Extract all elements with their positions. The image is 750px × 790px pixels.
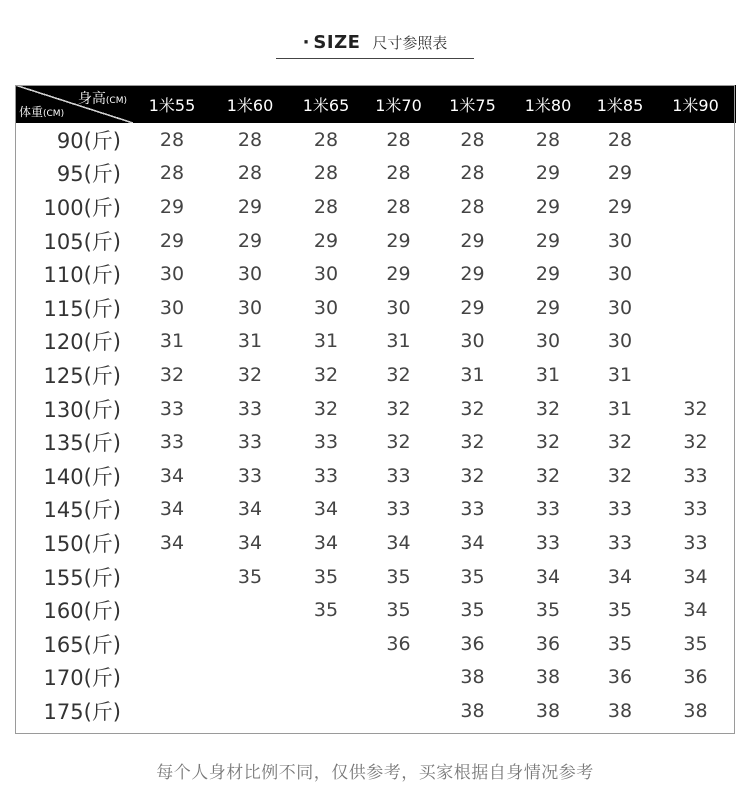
size-cell: 33 [159, 397, 185, 420]
size-cell: 32 [460, 397, 485, 420]
size-cell [655, 257, 736, 291]
size-cell: 32 [386, 363, 411, 386]
size-cell: 30 [607, 229, 633, 252]
size-cell: 31 [159, 330, 185, 353]
table-row [15, 224, 736, 258]
size-cell [655, 157, 736, 191]
size-cell: 36 [683, 666, 708, 689]
size-cell: 35 [237, 565, 263, 588]
size-cell: 29 [607, 162, 633, 185]
size-cell: 34 [535, 565, 561, 588]
size-cell: 31 [607, 397, 633, 420]
size-cell: 33 [683, 464, 708, 487]
size-cell: 28 [313, 162, 339, 185]
table-row [15, 358, 736, 392]
size-cell: 31 [535, 363, 561, 386]
size-cell: 30 [460, 330, 485, 353]
table-row [15, 291, 736, 325]
size-cell: 32 [460, 431, 485, 454]
size-cell: 38 [683, 699, 708, 722]
size-cell: 28 [386, 195, 411, 218]
size-cell [211, 593, 289, 627]
size-cell: 30 [607, 330, 633, 353]
footer-note: 每个人身材比例不同，仅供参考，买家根据自身情况参考 [156, 763, 594, 783]
size-cell: 28 [535, 128, 561, 151]
size-cell: 28 [159, 162, 185, 185]
size-cell: 34 [460, 531, 485, 554]
table-row [15, 325, 736, 359]
table-row [15, 593, 736, 627]
size-cell: 34 [607, 565, 633, 588]
size-cell: 29 [237, 229, 263, 252]
size-cell: 33 [460, 498, 485, 521]
size-cell: 33 [237, 431, 263, 454]
size-cell [211, 694, 289, 728]
table-row [15, 560, 736, 594]
corner-weight-label: 体重(CM) [19, 105, 65, 119]
size-cell: 38 [535, 666, 561, 689]
size-cell [133, 661, 211, 695]
size-cell: 30 [535, 330, 561, 353]
size-cell [133, 694, 211, 728]
size-cell: 29 [386, 263, 411, 286]
size-cell: 30 [386, 296, 411, 319]
corner-cell [15, 85, 133, 123]
size-cell [655, 291, 736, 325]
column-header: 1米70 [363, 85, 434, 123]
size-cell: 28 [386, 162, 411, 185]
size-cell: 30 [313, 296, 339, 319]
table-body [15, 123, 736, 728]
size-cell: 32 [386, 431, 411, 454]
row-weight-label: 125(斤) [43, 363, 121, 388]
size-cell: 29 [535, 229, 561, 252]
size-cell [655, 123, 736, 157]
size-cell: 28 [313, 128, 339, 151]
size-cell: 28 [460, 128, 485, 151]
table-row [15, 157, 736, 191]
row-weight-label: 150(斤) [43, 531, 121, 556]
table-row [15, 425, 736, 459]
size-cell: 34 [683, 599, 708, 622]
size-cell: 34 [237, 498, 263, 521]
size-cell: 32 [607, 431, 633, 454]
page-header [0, 28, 750, 62]
size-cell: 31 [386, 330, 411, 353]
size-cell: 35 [460, 599, 485, 622]
size-cell [289, 627, 363, 661]
header-title [0, 32, 750, 53]
size-cell: 33 [386, 498, 411, 521]
size-cell: 34 [313, 531, 339, 554]
table-row [15, 257, 736, 291]
row-weight-label: 105(斤) [43, 229, 121, 254]
size-cell [133, 560, 211, 594]
size-cell: 31 [607, 363, 633, 386]
size-cell: 29 [460, 229, 485, 252]
header-bullet: · [302, 32, 310, 53]
size-cell: 29 [607, 195, 633, 218]
table-row [15, 392, 736, 426]
size-cell: 30 [237, 296, 263, 319]
table-header-row [15, 85, 736, 123]
size-cell [655, 325, 736, 359]
size-cell: 29 [159, 229, 185, 252]
header-underline [276, 58, 474, 59]
size-cell: 33 [535, 531, 561, 554]
size-cell: 33 [313, 431, 339, 454]
size-cell: 38 [460, 699, 485, 722]
size-cell: 36 [386, 632, 411, 655]
size-cell: 32 [159, 363, 185, 386]
size-cell: 29 [237, 195, 263, 218]
size-cell: 31 [460, 363, 485, 386]
size-cell: 33 [237, 464, 263, 487]
size-cell: 35 [535, 599, 561, 622]
size-cell: 32 [683, 397, 708, 420]
header-subtitle: 尺寸参照表 [372, 34, 448, 52]
size-cell: 32 [535, 464, 561, 487]
size-cell: 28 [607, 128, 633, 151]
size-cell: 28 [386, 128, 411, 151]
table-row [15, 190, 736, 224]
size-cell: 33 [683, 531, 708, 554]
column-header: 1米60 [211, 85, 289, 123]
size-cell: 32 [313, 363, 339, 386]
size-cell [289, 694, 363, 728]
row-weight-label: 115(斤) [43, 296, 121, 321]
size-cell: 29 [313, 229, 339, 252]
size-cell: 35 [386, 565, 411, 588]
size-cell: 34 [159, 498, 185, 521]
row-weight-label: 110(斤) [43, 263, 121, 288]
size-cell: 30 [607, 263, 633, 286]
size-cell [211, 627, 289, 661]
row-weight-label: 175(斤) [43, 699, 121, 724]
size-cell: 32 [607, 464, 633, 487]
size-cell [133, 627, 211, 661]
column-header: 1米85 [585, 85, 655, 123]
corner-height-label: 身高(CM) [77, 91, 127, 107]
size-cell: 33 [313, 464, 339, 487]
table-row [15, 694, 736, 728]
size-cell: 30 [237, 263, 263, 286]
size-cell: 32 [237, 363, 263, 386]
size-cell: 31 [313, 330, 339, 353]
size-cell: 35 [683, 632, 708, 655]
row-weight-label: 90(斤) [56, 128, 121, 153]
size-cell: 28 [237, 162, 263, 185]
size-cell: 30 [159, 263, 185, 286]
size-cell [655, 224, 736, 258]
size-cell: 32 [683, 431, 708, 454]
size-cell: 32 [386, 397, 411, 420]
size-cell: 35 [313, 565, 339, 588]
size-cell [655, 190, 736, 224]
size-cell: 30 [313, 263, 339, 286]
column-header: 1米75 [434, 85, 511, 123]
table-row [15, 627, 736, 661]
row-weight-label: 155(斤) [43, 565, 121, 590]
size-cell: 34 [159, 464, 185, 487]
column-header: 1米55 [133, 85, 211, 123]
size-cell: 32 [535, 397, 561, 420]
size-cell: 33 [237, 397, 263, 420]
size-cell: 33 [607, 531, 633, 554]
size-cell: 38 [460, 666, 485, 689]
table-row [15, 123, 736, 157]
size-cell: 36 [460, 632, 485, 655]
row-weight-label: 145(斤) [43, 498, 121, 523]
size-cell: 28 [460, 162, 485, 185]
size-cell: 36 [535, 632, 561, 655]
table-row [15, 661, 736, 695]
size-cell: 34 [313, 498, 339, 521]
size-cell: 29 [535, 263, 561, 286]
column-header: 1米90 [655, 85, 736, 123]
table-row [15, 493, 736, 527]
row-weight-label: 165(斤) [43, 632, 121, 657]
size-cell [289, 661, 363, 695]
size-cell: 34 [159, 531, 185, 554]
size-cell: 29 [535, 195, 561, 218]
size-cell: 30 [159, 296, 185, 319]
header-size-word: SIZE [313, 32, 361, 53]
column-header: 1米80 [511, 85, 585, 123]
size-cell: 34 [237, 531, 263, 554]
size-cell: 34 [683, 565, 708, 588]
table-row [15, 526, 736, 560]
size-cell: 28 [313, 195, 339, 218]
size-cell: 35 [386, 599, 411, 622]
size-cell [363, 694, 434, 728]
row-weight-label: 170(斤) [43, 666, 121, 691]
row-weight-label: 120(斤) [43, 330, 121, 355]
size-cell: 31 [237, 330, 263, 353]
size-cell: 29 [386, 229, 411, 252]
size-cell [133, 593, 211, 627]
size-cell: 29 [535, 162, 561, 185]
size-cell: 36 [607, 666, 633, 689]
size-cell: 32 [535, 431, 561, 454]
row-weight-label: 95(斤) [56, 162, 121, 187]
size-cell: 33 [159, 431, 185, 454]
size-cell: 35 [607, 599, 633, 622]
size-cell: 30 [607, 296, 633, 319]
size-cell: 33 [607, 498, 633, 521]
size-cell: 38 [607, 699, 633, 722]
size-cell: 35 [460, 565, 485, 588]
size-cell: 33 [535, 498, 561, 521]
column-header: 1米65 [289, 85, 363, 123]
size-cell: 32 [460, 464, 485, 487]
size-cell: 35 [313, 599, 339, 622]
size-cell: 38 [535, 699, 561, 722]
size-cell: 28 [460, 195, 485, 218]
row-weight-label: 130(斤) [43, 397, 121, 422]
size-cell: 33 [386, 464, 411, 487]
row-weight-label: 100(斤) [43, 195, 121, 220]
size-cell [655, 358, 736, 392]
size-cell [363, 661, 434, 695]
table-row [15, 459, 736, 493]
size-cell: 29 [535, 296, 561, 319]
size-chart-table [15, 85, 736, 728]
size-cell: 29 [159, 195, 185, 218]
size-cell: 28 [159, 128, 185, 151]
row-weight-label: 140(斤) [43, 464, 121, 489]
size-cell: 29 [460, 296, 485, 319]
size-cell: 28 [237, 128, 263, 151]
size-cell: 35 [607, 632, 633, 655]
row-weight-label: 135(斤) [43, 431, 121, 456]
size-cell: 33 [683, 498, 708, 521]
size-cell: 29 [460, 263, 485, 286]
size-cell [211, 661, 289, 695]
size-cell: 32 [313, 397, 339, 420]
row-weight-label: 160(斤) [43, 599, 121, 624]
size-cell: 34 [386, 531, 411, 554]
